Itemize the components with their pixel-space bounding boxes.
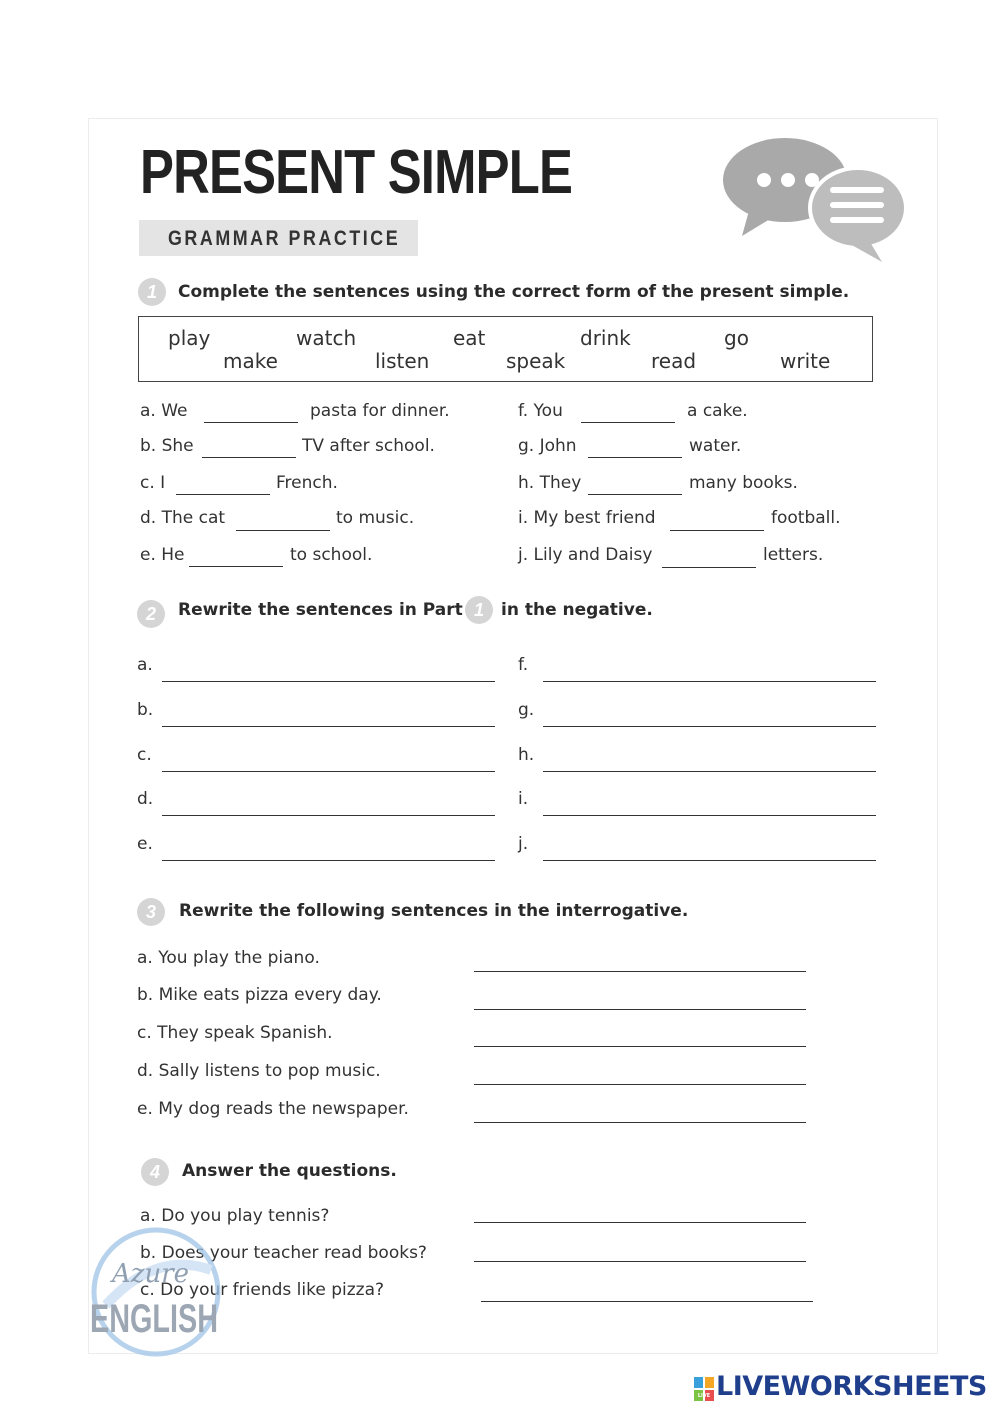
- question-answer-line-a[interactable]: [474, 1222, 806, 1223]
- negative-label-j: j.: [518, 834, 529, 854]
- negative-label-h: h.: [518, 745, 535, 765]
- negative-answer-line-g[interactable]: [543, 726, 876, 727]
- speech-bubbles-icon: [720, 132, 910, 267]
- question-item-a: a. Do you play tennis?: [140, 1206, 330, 1226]
- liveworksheets-mark-text: LIVE: [697, 1393, 711, 1399]
- liveworksheets-mark-icon: [694, 1377, 714, 1401]
- exercise-1g-suffix: water.: [689, 436, 742, 456]
- exercise-1b-suffix: TV after school.: [302, 436, 435, 456]
- speech-bubble-front: [810, 168, 906, 262]
- exercise-1h-blank[interactable]: [588, 494, 682, 495]
- exercise-1d-prefix: d. The cat: [140, 508, 226, 528]
- negative-answer-line-c[interactable]: [162, 771, 495, 772]
- section-2-number-badge: 2: [137, 600, 165, 628]
- interrogative-item-e: e. My dog reads the newspaper.: [137, 1099, 409, 1119]
- negative-answer-line-h[interactable]: [543, 771, 876, 772]
- interrogative-item-c: c. They speak Spanish.: [137, 1023, 333, 1043]
- section-2-heading-start: Rewrite the sentences in Part: [178, 600, 463, 620]
- exercise-1a-prefix: a. We: [140, 401, 188, 421]
- negative-answer-line-j[interactable]: [543, 860, 876, 861]
- word-bank-word: make: [223, 349, 278, 373]
- section-4-number-badge: 4: [141, 1158, 169, 1186]
- interrogative-item-b: b. Mike eats pizza every day.: [137, 985, 382, 1005]
- worksheet-title: PRESENT SIMPLE: [140, 138, 573, 207]
- word-bank-word: watch: [296, 326, 357, 350]
- word-bank-word: drink: [580, 326, 631, 350]
- exercise-1c-prefix: c. I: [140, 473, 166, 493]
- negative-answer-line-i[interactable]: [543, 815, 876, 816]
- negative-label-b: b.: [137, 700, 154, 720]
- exercise-1i-suffix: football.: [771, 508, 841, 528]
- negative-answer-line-d[interactable]: [162, 815, 495, 816]
- exercise-1e-prefix: e. He: [140, 545, 185, 565]
- interrogative-answer-line-e[interactable]: [474, 1122, 806, 1123]
- negative-label-a: a.: [137, 655, 153, 675]
- interrogative-answer-line-b[interactable]: [474, 1009, 806, 1010]
- exercise-1f-prefix: f. You: [518, 401, 563, 421]
- exercise-1e-suffix: to school.: [290, 545, 373, 565]
- exercise-1e-blank[interactable]: [189, 566, 283, 567]
- section-3-heading: Rewrite the following sentences in the interrogative.: [179, 901, 689, 921]
- logo-script-text: Azure: [112, 1259, 190, 1289]
- section-2-heading-end: in the negative.: [501, 600, 653, 620]
- question-item-c: c. Do your friends like pizza?: [140, 1280, 385, 1300]
- word-bank-word: eat: [453, 326, 486, 350]
- question-item-b: b. Does your teacher read books?: [140, 1243, 427, 1263]
- word-bank-word: speak: [506, 349, 566, 373]
- interrogative-answer-line-d[interactable]: [474, 1084, 806, 1085]
- liveworksheets-brand[interactable]: LIVEWORKSHEETS: [716, 1371, 987, 1402]
- exercise-1b-blank[interactable]: [202, 457, 296, 458]
- negative-label-g: g.: [518, 700, 535, 720]
- exercise-1d-suffix: to music.: [336, 508, 415, 528]
- exercise-1i-prefix: i. My best friend: [518, 508, 656, 528]
- question-answer-line-b[interactable]: [474, 1261, 806, 1262]
- section-4-heading: Answer the questions.: [182, 1161, 397, 1181]
- azure-english-logo: [86, 1210, 226, 1360]
- negative-label-e: e.: [137, 834, 153, 854]
- interrogative-answer-line-a[interactable]: [474, 971, 806, 972]
- exercise-1j-blank[interactable]: [662, 567, 756, 568]
- section-3-number-badge: 3: [137, 898, 165, 926]
- exercise-1a-suffix: pasta for dinner.: [310, 401, 450, 421]
- section-2-part-reference-badge: 1: [465, 596, 493, 624]
- negative-label-d: d.: [137, 789, 154, 809]
- negative-answer-line-f[interactable]: [543, 681, 876, 682]
- negative-label-i: i.: [518, 789, 529, 809]
- negative-answer-line-a[interactable]: [162, 681, 495, 682]
- exercise-1i-blank[interactable]: [670, 530, 764, 531]
- exercise-1h-prefix: h. They: [518, 473, 582, 493]
- word-bank-word: go: [724, 326, 749, 350]
- negative-answer-line-b[interactable]: [162, 726, 495, 727]
- section-1-heading: Complete the sentences using the correct form of the present simple.: [178, 282, 850, 302]
- exercise-1b-prefix: b. She: [140, 436, 194, 456]
- exercise-1d-blank[interactable]: [236, 530, 330, 531]
- interrogative-answer-line-c[interactable]: [474, 1046, 806, 1047]
- exercise-1f-blank[interactable]: [581, 422, 675, 423]
- word-bank-word: listen: [375, 349, 430, 373]
- exercise-1g-blank[interactable]: [588, 457, 682, 458]
- exercise-1c-suffix: French.: [276, 473, 338, 493]
- word-bank-word: play: [168, 326, 211, 350]
- exercise-1g-prefix: g. John: [518, 436, 577, 456]
- worksheet-subtitle: GRAMMAR PRACTICE: [168, 227, 401, 250]
- exercise-1a-blank[interactable]: [204, 422, 298, 423]
- exercise-1h-suffix: many books.: [689, 473, 798, 493]
- logo-word-text: ENGLISH: [90, 1297, 218, 1341]
- section-1-number-badge: 1: [138, 278, 166, 306]
- negative-answer-line-e[interactable]: [162, 860, 495, 861]
- negative-label-f: f.: [518, 655, 529, 675]
- exercise-1j-prefix: j. Lily and Daisy: [518, 545, 653, 565]
- interrogative-item-d: d. Sally listens to pop music.: [137, 1061, 381, 1081]
- negative-label-c: c.: [137, 745, 152, 765]
- exercise-1j-suffix: letters.: [763, 545, 824, 565]
- interrogative-item-a: a. You play the piano.: [137, 948, 320, 968]
- word-bank-word: write: [780, 349, 831, 373]
- exercise-1c-blank[interactable]: [176, 494, 270, 495]
- word-bank-word: read: [651, 349, 697, 373]
- exercise-1f-suffix: a cake.: [687, 401, 748, 421]
- question-answer-line-c[interactable]: [481, 1301, 813, 1302]
